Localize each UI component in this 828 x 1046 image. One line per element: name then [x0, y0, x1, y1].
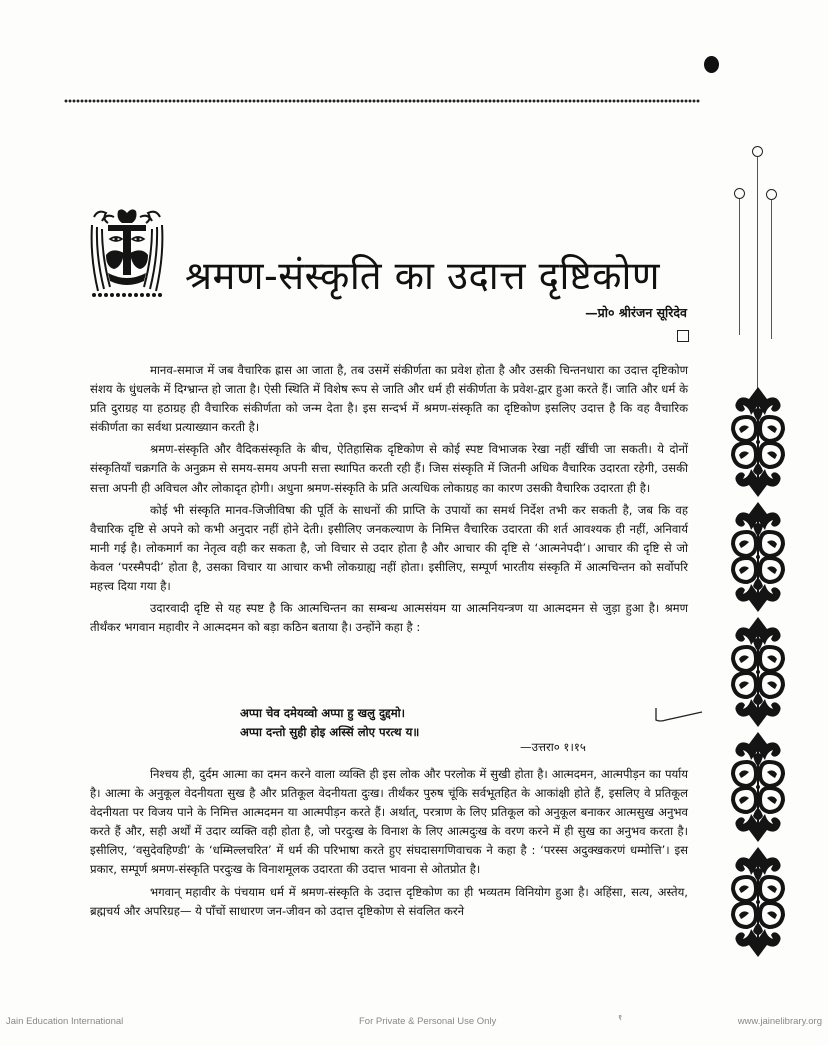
paragraph: भगवान् महावीर के पंचयाम धर्म में श्रमण-संस्कृति के उदात्त दृष्टिकोण का ही भव्यतम विनियोग हुआ है। अहिंसा, सत्य, अस्तेय, ब्रह्मचर्य और अपरिग्रह— ये पाँचों साधारण जन-जीवन को उदात्त दृष्टिकोण से संवलित करने [90, 884, 688, 918]
paragraph: कोई भी संस्कृति मानव-जिजीविषा की पूर्ति के साधनों की प्राप्ति के उपायों का समर्थ निर्देश तभी कर सकती है, जब कि वह वैचारिक दृष्टि से अपने को कभी अनुदार नहीं होने देती। इसीलिए जनकल्याण के निमित्त वैचारिक उदारता की शर्त आवश्यक ही नहीं, अनिवार्य मानी गई है। लोकमार्ग का नेतृत्व वही कर सकता है, जो विचार से उदार होता है और आचार की दृष्टि से ‘आत्मनेपदी’। आचार की दृष्टि से जो केवल ‘परस्मैपदी’ होता है, उसका विचार या आचार कभी लोकग्राह्य नहीं होता। इसीलिए, सम्पूर्ण भारतीय संस्कृति में आत्मचिन्तन को सर्वोपरि महत्त्व दिया गया है। [90, 502, 688, 594]
article-body-continued [90, 765, 688, 924]
bracket-mark-icon [654, 706, 704, 726]
end-box-icon [677, 330, 689, 342]
floral-ornament-border-icon [729, 385, 787, 964]
prakrit-verse [240, 704, 570, 742]
paragraph: उदारवादी दृष्टि से यह स्पष्ट है कि आत्मचिन्तन का सम्बन्ध आत्मसंयम या आत्मनियन्त्रण या आत्मदमन से जुड़ा हुआ है। श्रमण तीर्थंकर भगवान महावीर ने आत्मदमन को बड़ा कठिन बताया है। उन्होंने कहा है : [90, 601, 688, 635]
verse-line: अप्पा चेव दमेयव्वो अप्पा हु खलु दुद्दमो। [240, 706, 406, 720]
footer-website-link[interactable]: www.jainelibrary.org [737, 1016, 822, 1027]
ring-icon [766, 189, 777, 200]
ring-icon [752, 146, 763, 157]
paragraph: मानव-समाज में जब वैचारिक ह्रास आ जाता है, तब उसमें संकीर्णता का प्रवेश होता है और उसकी चिन्तनधारा का उदात्त दृष्टिकोण संशय के धुंधलके में दिग्भ्रान्त हो जाता है। ऐसी स्थिति में विशेष रूप से जाति और धर्म ही संकीर्णता के प्रवेश-द्वार हुआ करते हैं। जाति और धर्म के प्रति दुराग्रह या हठाग्रह ही वैचारिक संकीर्णता को जन्म देता है। इस सन्दर्भ में श्रमण-संस्कृति का दृष्टिकोण इसलिए उदात्त है कि वह वैचारिक संकीर्णता का सर्वथा प्रत्याख्यान करती है। [90, 363, 688, 435]
verse-line: अप्पा दन्तो सुही होइ अस्सिं लोए परत्थ य॥ [240, 725, 420, 739]
dotted-rule-top-2 [300, 98, 700, 104]
footer-publisher: Jain Education International [6, 1016, 124, 1027]
page-mark: १ [618, 1013, 623, 1022]
ink-dot [704, 56, 719, 73]
ornament-strip [729, 385, 787, 960]
article-title: श्रमण-संस्कृति का उदात्त दृष्टिकोण [185, 254, 661, 300]
ornate-face-emblem-icon [88, 207, 166, 299]
ring-icon [734, 188, 745, 199]
author-byline: —प्रो० श्रीरंजन सूरिदेव [585, 305, 687, 320]
verse-citation: —उत्तरा० १।१५ [520, 740, 586, 754]
paragraph: श्रमण-संस्कृति और वैदिकसंस्कृति के बीच, ऐतिहासिक दृष्टिकोण से कोई स्पष्ट विभाजक रेखा नहीं खींची जा सकती। ये दोनों संस्कृतियाँ चक्रगति के अनुक्रम से समय-समय अपनी सत्ता स्थापित करती रही हैं। जिस संस्कृति में जितनी अधिक वैचारिक उदारता रहेगी, उसकी सत्ता अपनी ही अविचल और लोकादृत होगी। अधुना श्रमण-संस्कृति के प्रति अत्यधिक लोकाग्रह का कारण उसकी वैचारिक उदारता ही है। [90, 442, 688, 495]
footer-usage-note: For Private & Personal Use Only [359, 1016, 497, 1027]
article-body [90, 361, 688, 640]
paragraph: निश्चय ही, दुर्दम आत्मा का दमन करने वाला व्यक्ति ही इस लोक और परलोक में सुखी होता है। आत्मदमन, आत्मपीड़न का पर्याय है। आत्मा के अनुकूल वेदनीयता सुख है और प्रतिकूल वेदनीयता दुःख। तीर्थंकर पुरुष चूंकि सर्वभूतहित के आकांक्षी होते हैं, इसलिए वे प्रतिकूल वेदनीयता पर विजय पाने के निमित्त आत्मदमन या आत्मपीड़न करते हैं। अर्थात्, परत्राण के लिए प्रतिकूल को अनुकूल बनाकर आत्मसुख अनुभव करते हैं और, सही अर्थों में उदार व्यक्ति वही होता है, जो परदुःख के विनाश के लिए आत्मदुःख के वरण करने में ही सुख का अनुभव करता है। इसीलिए, ‘वसुदेवहिण्डी’ के ‘धम्मिल्लचरित’ में धर्म की परिभाषा करते हुए संघदासगणिवाचक ने कहा है : ‘परस्स अदुक्खकरणं धम्मोत्ति’। इस प्रकार, सम्पूर्ण श्रमण-संस्कृति परदुःख के विनाशमूलक उदारता की उदात्त भावना से ओतप्रोत है। [90, 767, 688, 877]
